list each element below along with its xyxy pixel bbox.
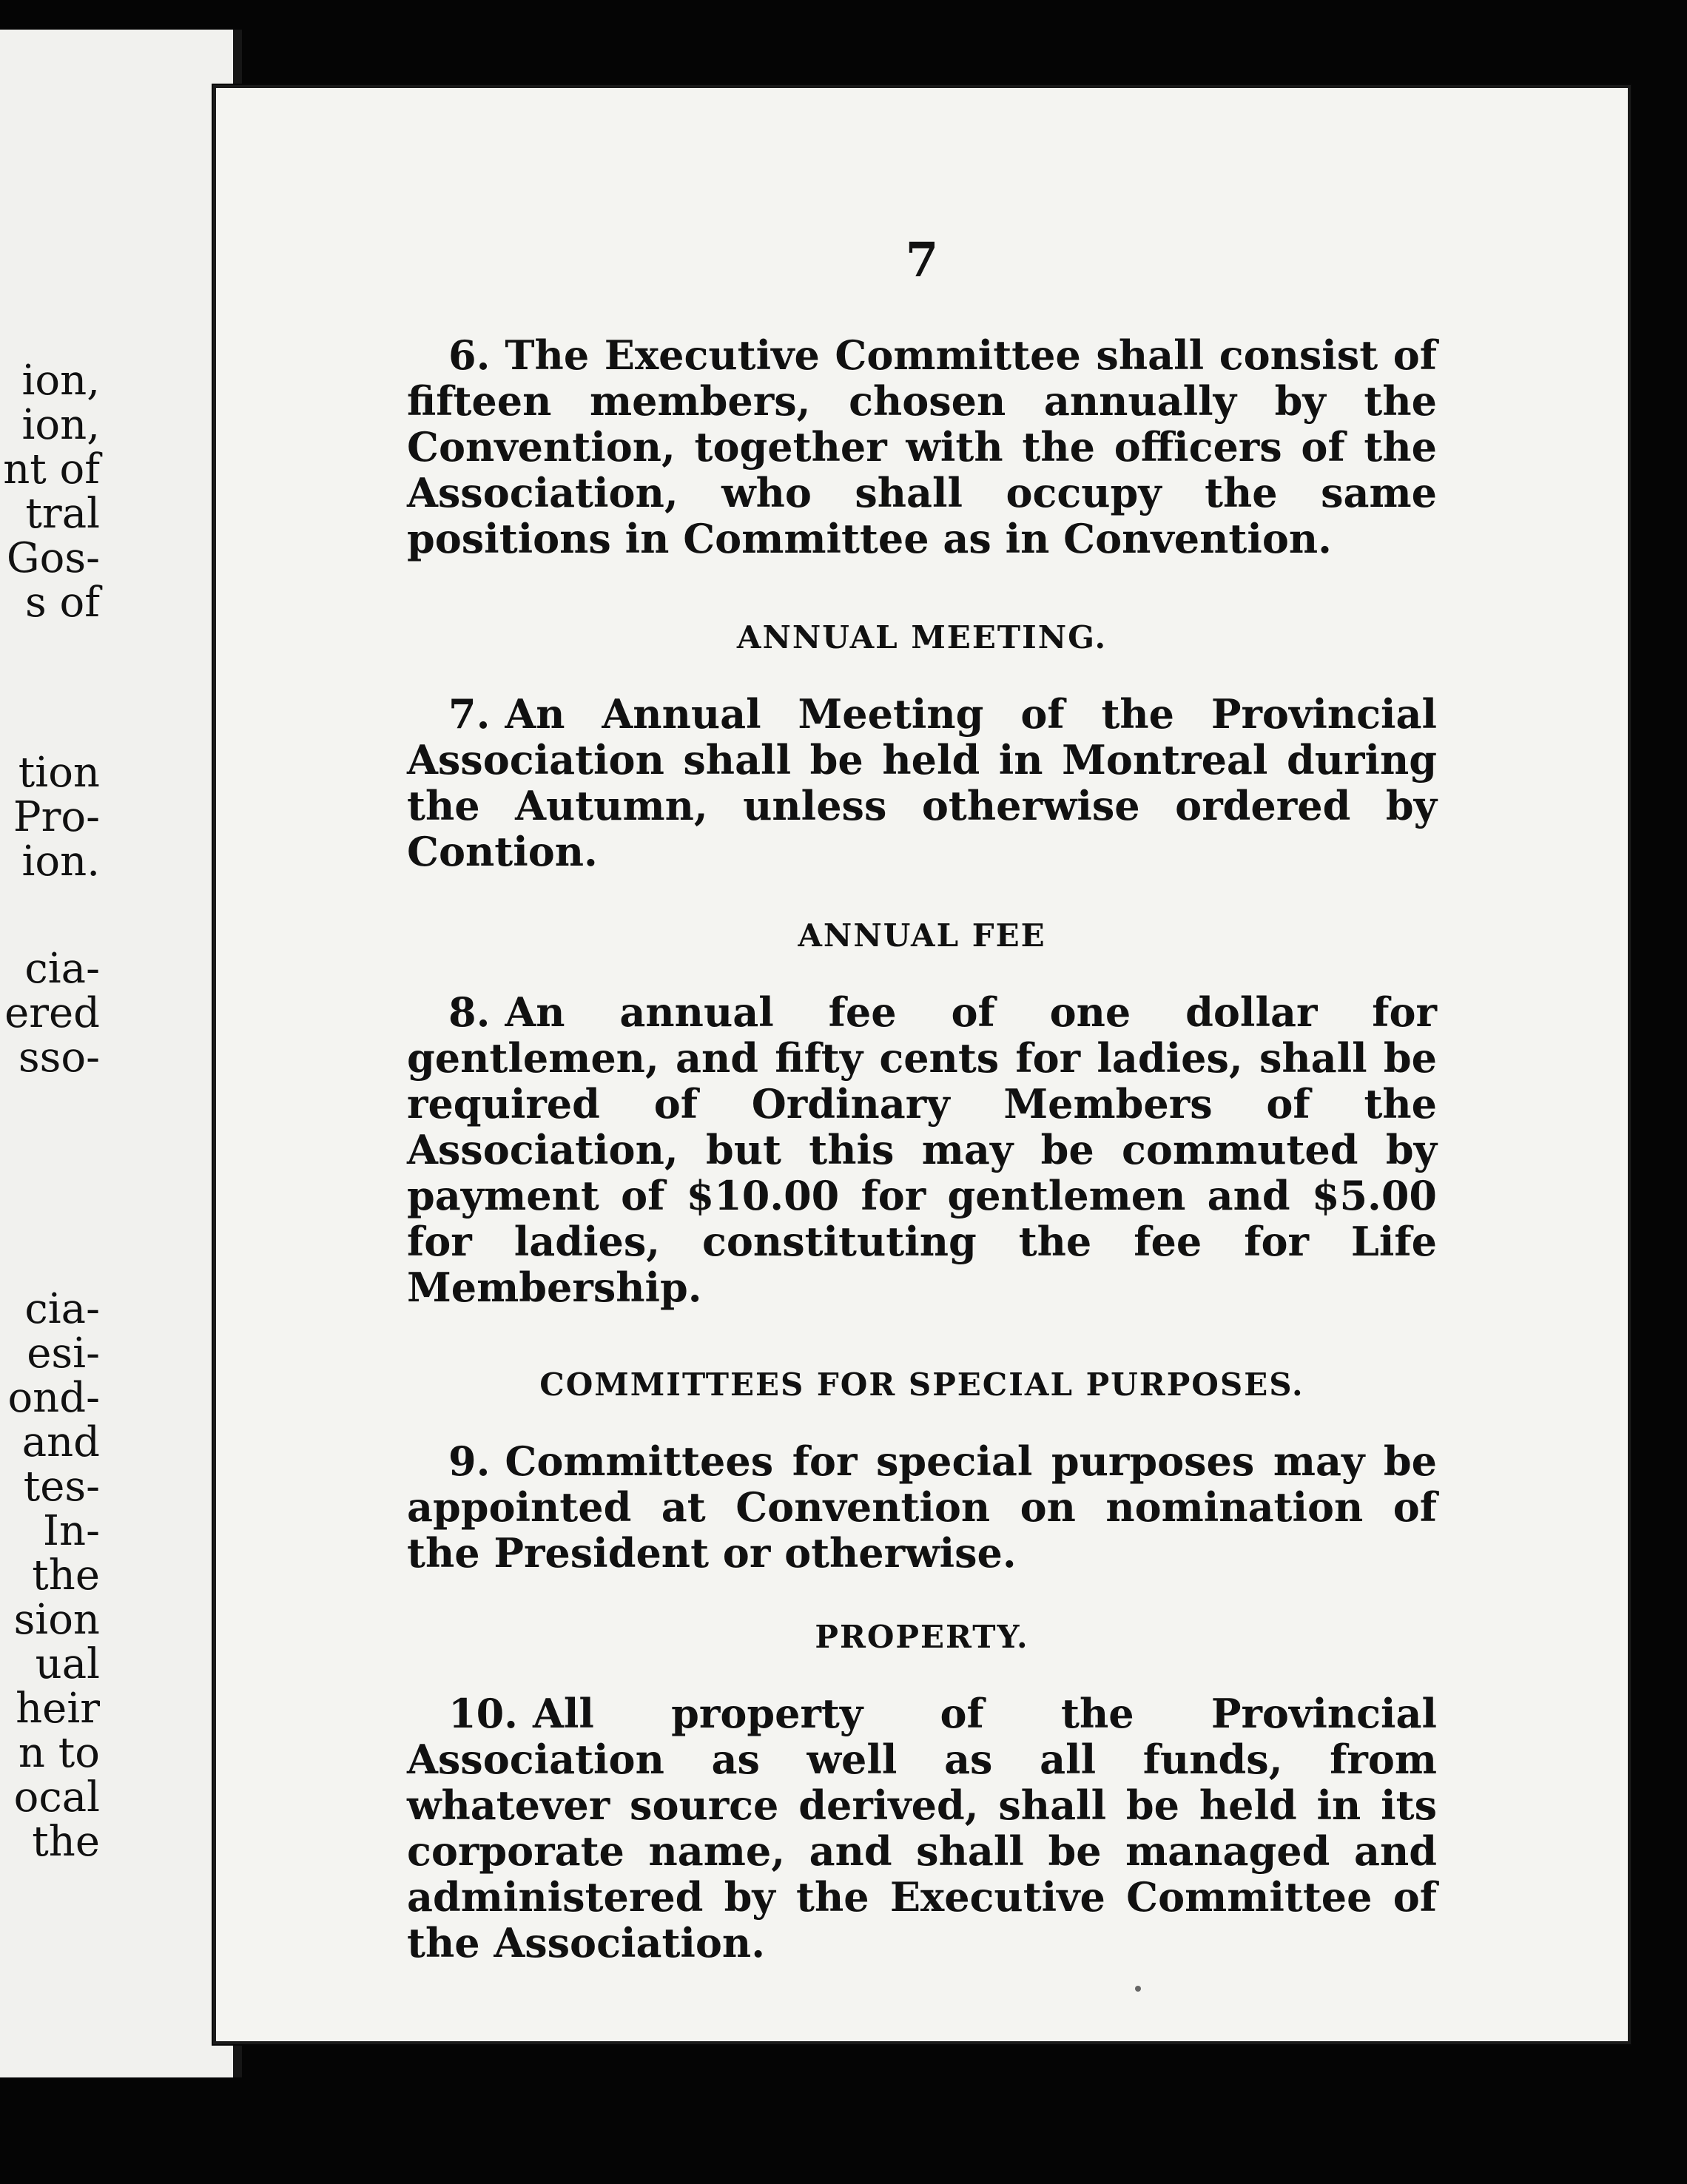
heading-property: PROPERTY. [815,1619,1029,1655]
section-7 [407,691,1437,874]
left-fragment: cia- [24,1285,100,1333]
left-fragment: n to [18,1729,100,1777]
section-text: The Executive Committee shall consist of fifteen members, chosen annually by the Convention, together with the officers of the Association, who shall occupy the same positions in Committee as in Convention. [407,331,1437,562]
heading-annual-fee: ANNUAL FEE [798,917,1046,954]
section-text: An annual fee of one dollar for gentlemen, and fifty cents for ladies, shall be required of Ordinary Members of the Association, but this may be commuted by payment of $10.00 for gentlemen and $5.00 for ladies, constituting the fee for Life Membership. [407,988,1437,1311]
page-number: 7 [905,232,939,288]
left-fragment: the [32,1818,100,1866]
left-fragment: tral [25,490,100,538]
left-fragment: Pro- [13,793,100,841]
left-fragment: and [21,1418,100,1466]
left-fragment: ion, [21,401,100,449]
left-fragment: esi- [27,1329,100,1378]
left-fragment: tion [18,749,100,797]
section-8 [407,989,1437,1310]
left-fragment: ion. [21,837,100,886]
section-10 [407,1691,1437,1966]
section-9 [407,1438,1437,1576]
left-fragment: nt of [3,445,100,493]
left-fragment: ered [4,989,100,1037]
section-text: An Annual Meeting of the Provincial Association shall be held in Montreal during the Autumn, unless otherwise ordered by Contion. [407,690,1437,875]
section-text: All property of the Provincial Association as well as all funds, from whatever source derived, shall be held in its corporate name, and shall be managed and administered by the Executive Committee of the Association. [407,1690,1437,1966]
section-number: 9. [448,1438,491,1485]
left-fragment: the [32,1551,100,1600]
left-page [0,30,235,2077]
left-fragment: ion, [21,357,100,405]
page-content [407,332,1437,1966]
heading-annual-meeting: ANNUAL MEETING. [736,619,1108,655]
section-number: 10. [448,1690,518,1737]
left-fragment: ual [35,1640,100,1688]
left-fragment: ocal [13,1773,100,1821]
left-fragment: In- [42,1507,100,1555]
left-fragment: sion [13,1596,100,1644]
section-number: 6. [448,331,491,379]
heading-committees-special-purposes: COMMITTEES FOR SPECIAL PURPOSES. [539,1366,1304,1403]
section-text: Committees for special purposes may be appointed at Convention on nomination of the President or otherwise. [407,1438,1437,1577]
left-fragment: Gos- [6,534,100,582]
left-fragment: tes- [23,1463,100,1511]
left-fragment: heir [16,1685,100,1733]
left-fragment: s of [25,579,100,627]
left-fragment: sso- [18,1034,100,1082]
left-fragment: ond- [7,1374,100,1422]
left-fragment: cia- [24,945,100,993]
section-6 [407,332,1437,562]
ink-speck [1135,1986,1141,1992]
right-page [213,85,1631,2044]
section-number: 7. [448,690,491,738]
section-number: 8. [448,988,491,1036]
